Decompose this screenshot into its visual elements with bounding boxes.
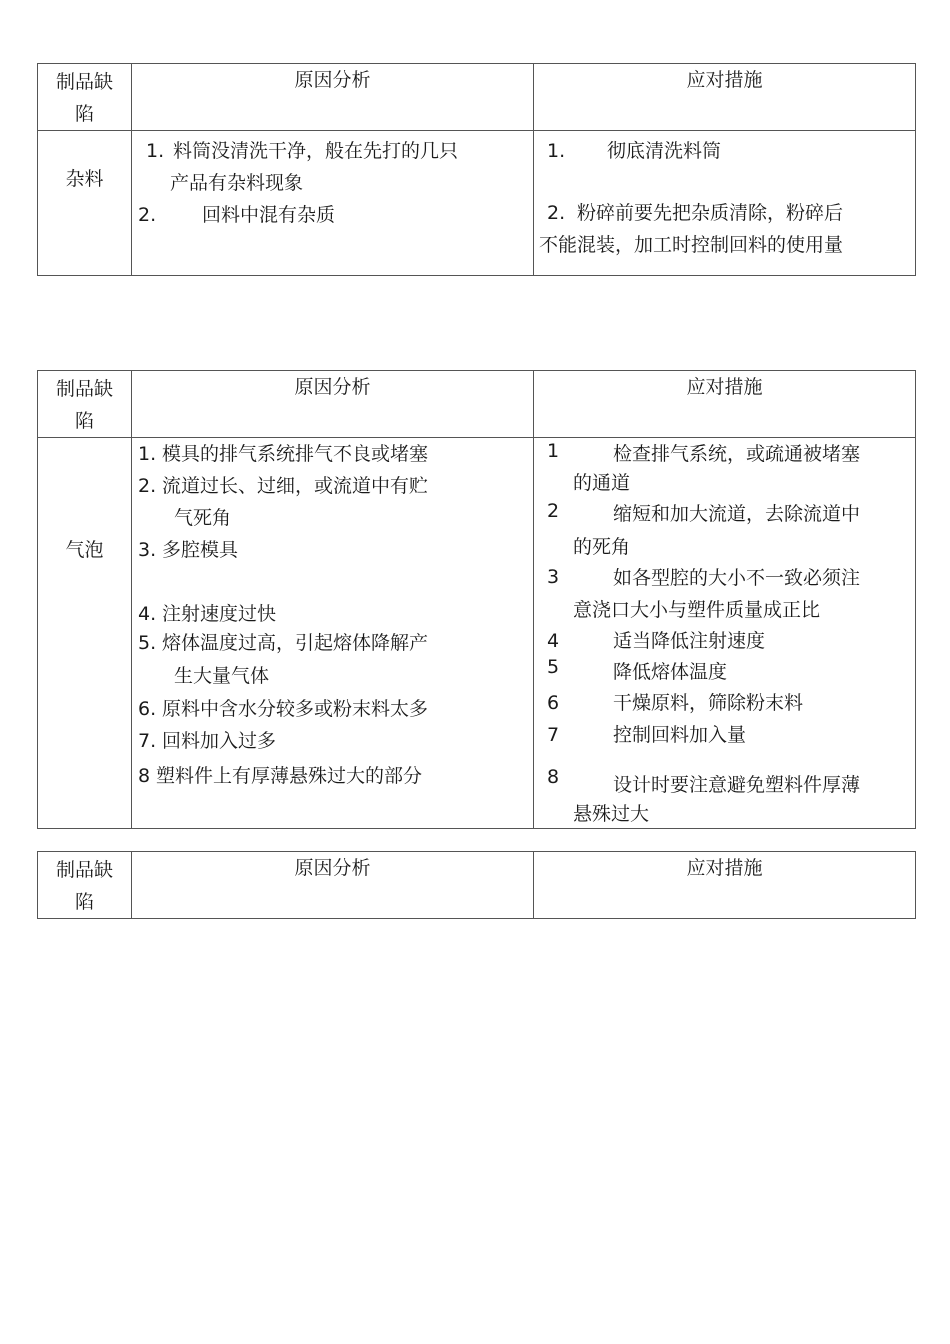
- cause-item: 5. 熔体温度过高，引起熔体降解产: [138, 632, 429, 654]
- cause-item-cont: 产品有杂料现象: [170, 172, 304, 194]
- solution-item: 5 降低熔体温度: [547, 656, 728, 683]
- header-defect-cell: [38, 852, 132, 919]
- defect-name: 气泡: [65, 539, 104, 561]
- header-defect-text: 制品缺 陷: [55, 378, 113, 432]
- solution-item-cont: 意浇口大小与塑件质量成正比: [573, 599, 821, 621]
- header-solution-cell: [534, 371, 916, 438]
- defect-table-bubble: [37, 370, 916, 829]
- solution-item: 1 检查排气系统，或疏通被堵塞: [547, 440, 861, 465]
- cause-item: 1. 模具的排气系统排气不良或堵塞: [138, 443, 429, 465]
- header-solution: 应对措施: [686, 376, 763, 398]
- solution-item-cont: 的通道: [573, 472, 631, 494]
- cause-list: [132, 438, 533, 792]
- cause-item: 3. 多腔模具: [138, 539, 239, 561]
- header-solution: 应对措施: [686, 69, 763, 91]
- header-defect-text: 制品缺 陷: [55, 71, 113, 125]
- solution-item-cont: 的死角: [573, 536, 631, 558]
- cause-item-cont: 生大量气体: [174, 665, 270, 687]
- header-defect-text: 制品缺 陷: [55, 859, 113, 913]
- table-header-row: [38, 371, 916, 438]
- solution-item: 2 缩短和加大流道，去除流道中: [547, 500, 861, 525]
- solution-item: 3 如各型腔的大小不一致必须注: [547, 566, 861, 589]
- header-defect-cell: [38, 64, 132, 131]
- solution-item: 8 设计时要注意避免塑料件厚薄: [547, 766, 861, 796]
- solution-item-cont: 不能混装，加工时控制回料的使用量: [539, 234, 844, 256]
- cause-item: 4. 注射速度过快: [138, 603, 277, 625]
- solution-list: [534, 438, 915, 828]
- solution-cell: [534, 438, 916, 829]
- header-cause-cell: [132, 852, 534, 919]
- cause-item-cont: 气死角: [174, 507, 232, 529]
- solution-cell: [534, 131, 916, 276]
- solution-item: 4 适当降低注射速度: [547, 630, 766, 652]
- cause-item: 2. 流道过长、过细，或流道中有贮: [138, 475, 429, 497]
- cause-item: 7. 回料加入过多: [138, 730, 277, 752]
- defect-name-cell: [38, 131, 132, 276]
- solution-item: 7 控制回料加入量: [547, 724, 747, 746]
- table-row: [38, 438, 916, 829]
- solution-item: 1. 彻底清洗料筒: [547, 140, 722, 162]
- table-header-row: [38, 64, 916, 131]
- header-solution-cell: [534, 64, 916, 131]
- header-cause: 原因分析: [294, 857, 371, 879]
- header-cause: 原因分析: [294, 376, 371, 398]
- solution-list: [534, 131, 915, 261]
- cause-item: 1. 料筒没清洗干净，般在先打的几只: [146, 140, 459, 162]
- cause-cell: [132, 131, 534, 276]
- cause-item: 8 塑料件上有厚薄悬殊过大的部分: [138, 765, 423, 787]
- solution-item-cont: 悬殊过大: [573, 803, 650, 825]
- header-defect-cell: [38, 371, 132, 438]
- header-solution: 应对措施: [686, 857, 763, 879]
- defect-name-cell: [38, 438, 132, 829]
- cause-list: [132, 131, 533, 231]
- table-header-row: [38, 852, 916, 919]
- cause-item: 6. 原料中含水分较多或粉末料太多: [138, 698, 429, 720]
- solution-item: 2. 粉碎前要先把杂质清除，粉碎后: [547, 202, 844, 224]
- header-cause-cell: [132, 64, 534, 131]
- cause-item: 2. 回料中混有杂质: [138, 204, 336, 226]
- header-cause: 原因分析: [294, 69, 371, 91]
- table-row: [38, 131, 916, 276]
- defect-table-empty: [37, 851, 916, 919]
- cause-cell: [132, 438, 534, 829]
- header-solution-cell: [534, 852, 916, 919]
- header-cause-cell: [132, 371, 534, 438]
- defect-table-impurity: [37, 63, 916, 276]
- solution-item: 6 干燥原料，筛除粉末料: [547, 692, 804, 714]
- defect-name: 杂料: [65, 168, 104, 190]
